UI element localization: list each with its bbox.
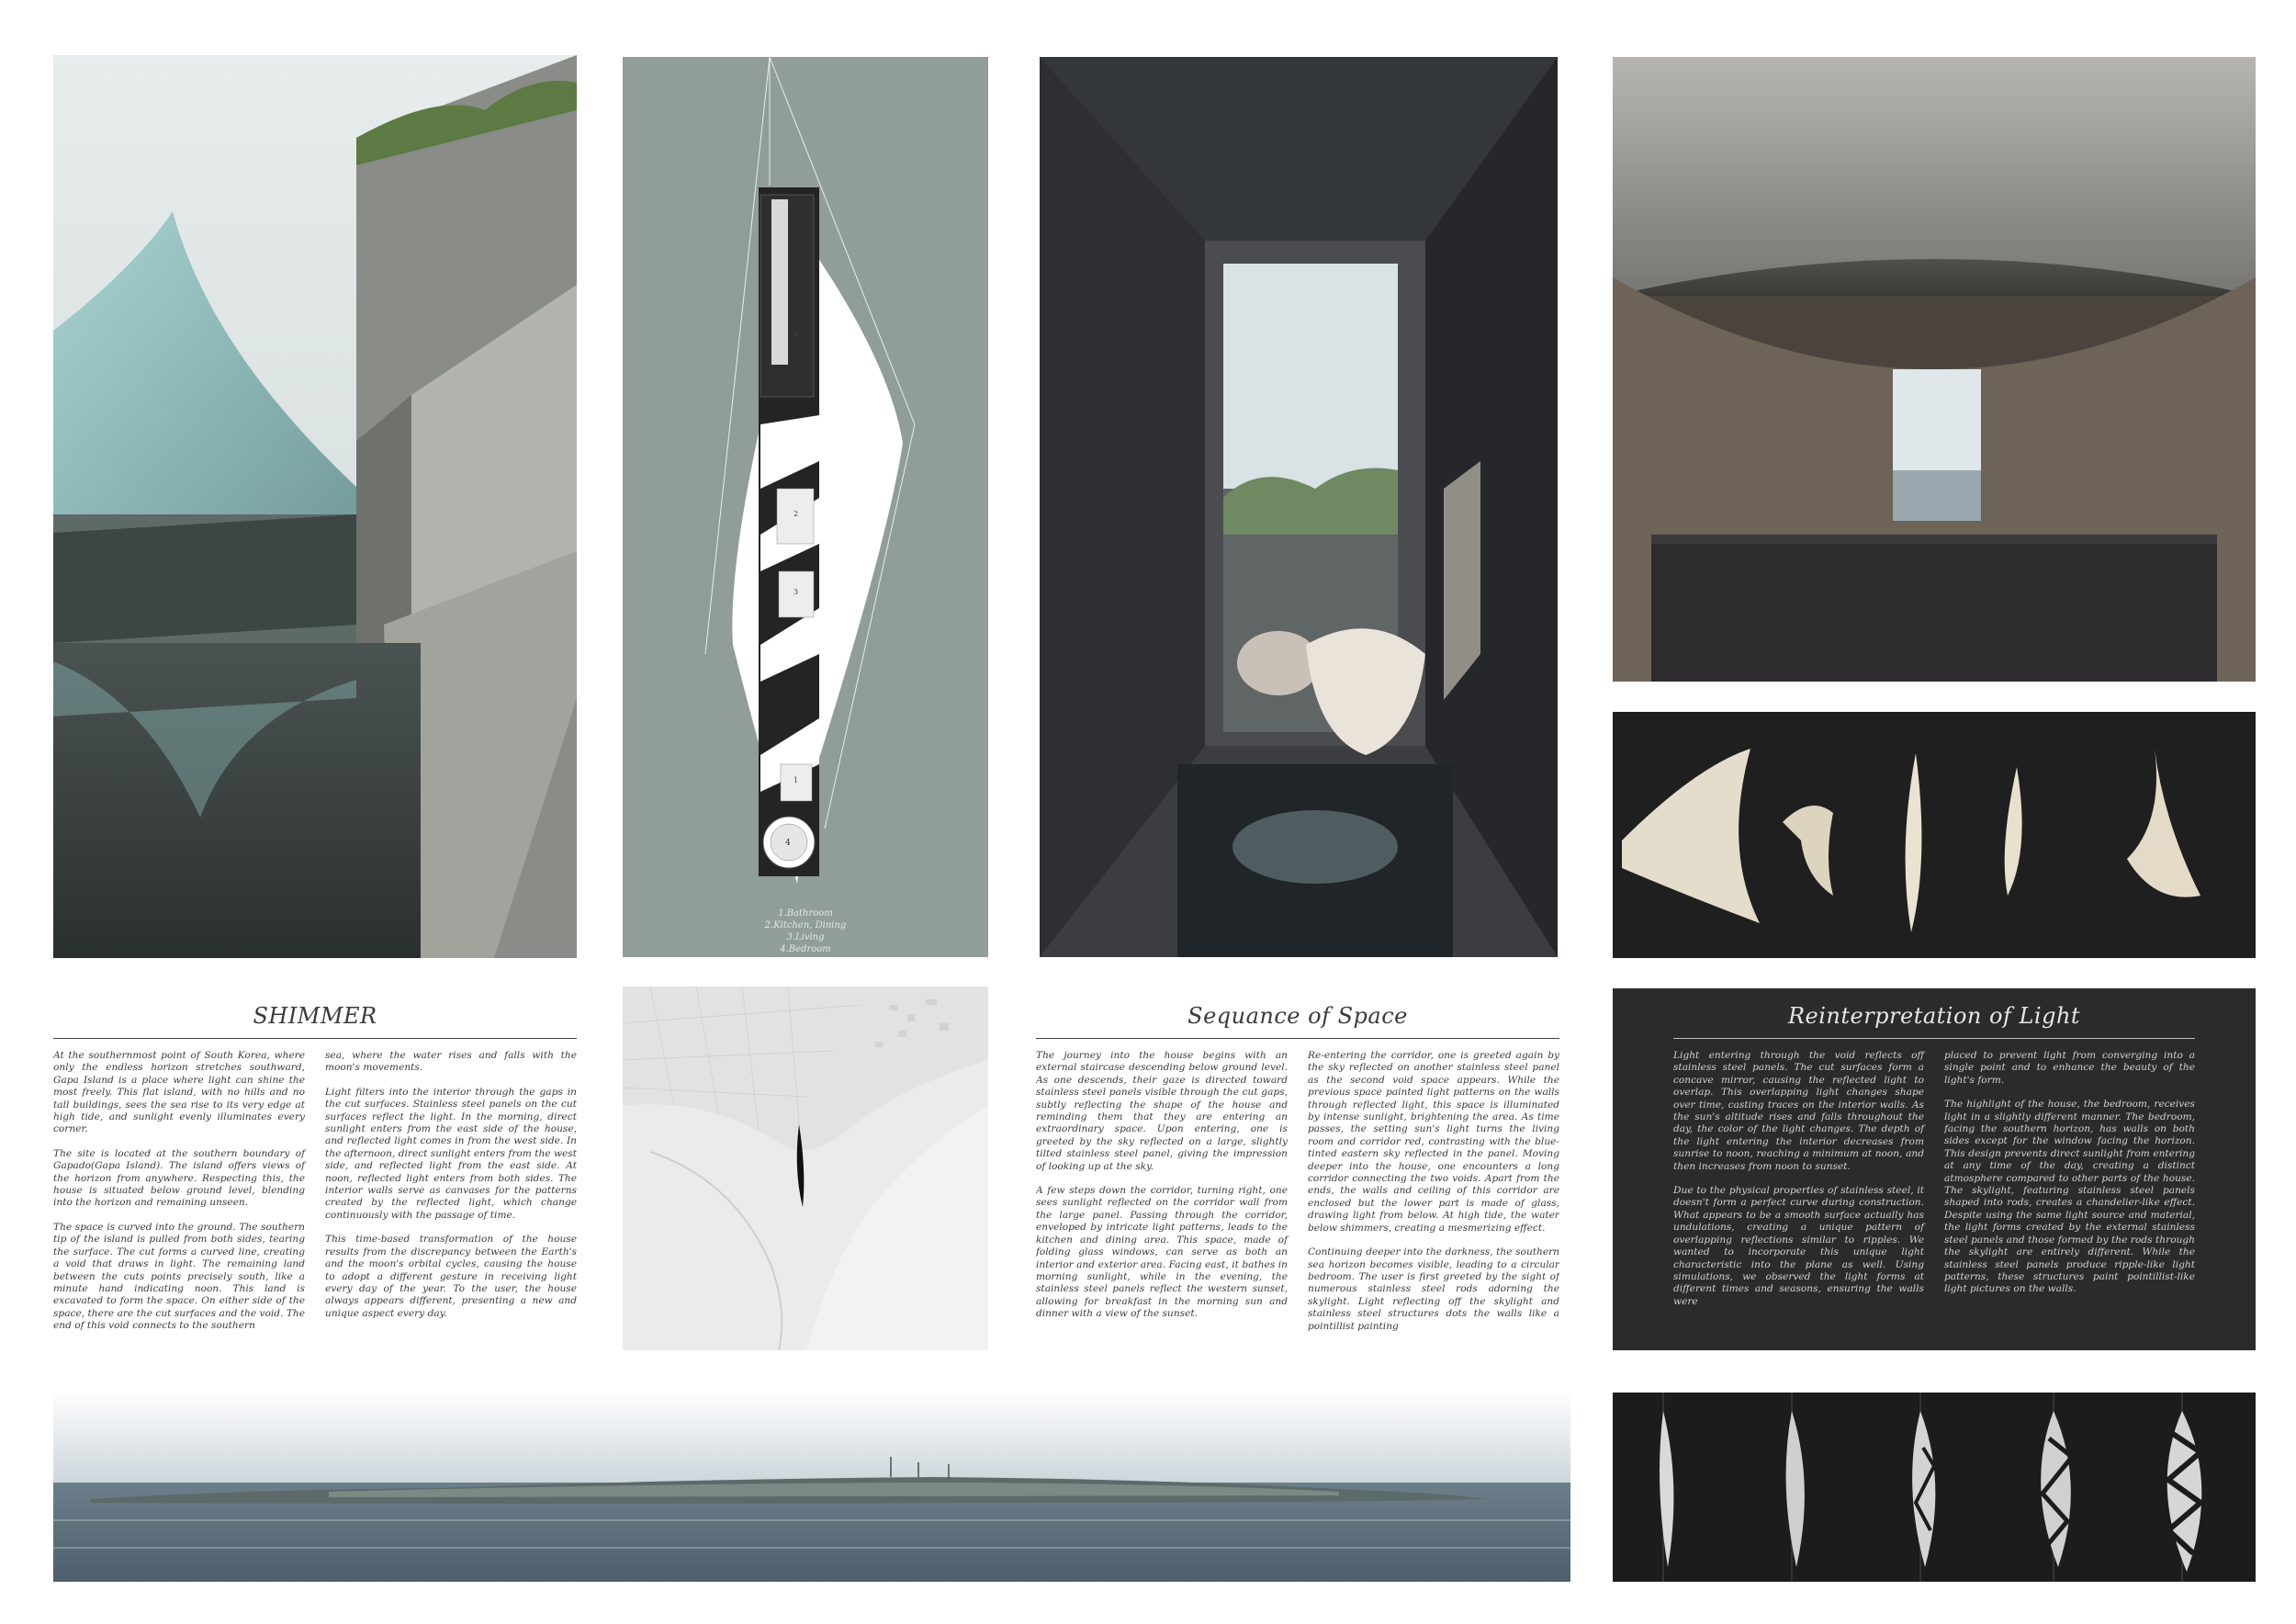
reinterpretation-paragraph: The highlight of the house, the bedroom, receives light in a slightly different manner. The bedroom, facing the southern horizon, has walls on both sides except for the window facing the horizon. This design prevents direct sunlight from entering at any time of the day, creating a distinct atmosphere compared to other parts of the house. The skylight, featuring stainless steel panels shaped into rods, creates a chandelier-like effect. Despite using the same light source and material, the light forms created by the external stainless steel panels and those formed by the rods through the skylight are entirely different. While the stainless steel panels produce ripple-like light patterns, these structures paint pointillist-like light pictures on the walls.: [1944, 1099, 2195, 1295]
bedroom-render: [1613, 57, 2256, 682]
room-number-bedroom: 4: [785, 839, 791, 848]
light-form-models: [1613, 712, 2256, 958]
corridor-render: [1040, 57, 1558, 957]
shimmer-section: [53, 990, 577, 1347]
shimmer-title: SHIMMER: [253, 1003, 377, 1029]
sequence-paragraph: Re-entering the corridor, one is greeted again by the sky reflected on another stainless steel panel as the second void space appears. While the previous space painted light patterns on the walls through reflected light, this space is illuminated by intense sunlight, brightening the area. As time passes, the setting sun's light turns the living room and corridor red, contrasting with the blue-tinted eastern sky reflected in the panel. Moving deeper into the house, one encounters a long corridor connecting the two voids. Apart from the ends, the walls and ceiling of this corridor are enclosed but the lower part is made of glass, drawing light from below. At high tide, the water below shimmers, creating a mesmerizing effect.: [1308, 1050, 1559, 1234]
exterior-render: [53, 55, 577, 958]
sequence-paragraph: Continuing deeper into the darkness, the southern sea horizon becomes visible, leading to a circular bedroom. The user is first greeted by the sight of numerous stainless steel rods adorning the skylight. Light reflecting off the skylight and stainless steel structures dots the walls like a pointillist painting: [1308, 1246, 1559, 1332]
shimmer-paragraph: Light filters into the interior through the gaps in the cut surfaces. Stainless steel panels on the cut surfaces reflect the light. In the morning, direct sunlight enters from the east side of the house, and reflected light comes in from the west side. In the afternoon, direct sunlight enters from the west side, and reflected light from the east side. At noon, reflected light enters from both sides. The interior walls serve as canvases for the patterns created by the reflected light, which change continuously with the passage of time.: [325, 1086, 577, 1221]
reinterpretation-title: Reinterpretation of Light: [1787, 1003, 2081, 1029]
legend-item-kitchen-dining: 2.Kitchen, Dining: [764, 920, 847, 930]
shimmer-column-1: [53, 1050, 305, 1345]
shimmer-paragraph: At the southernmost point of South Korea, where only the endless horizon stretches southward, Gapa Island is a place where light can shine the most freely. This flat island, with no hills and no tall buildings, sees the sea rise to its very edge at high tide, and sunlight evenly illuminates every corner.: [53, 1050, 305, 1135]
sequence-paragraph: A few steps down the corridor, turning right, one sees sunlight reflected on the corridor wall from the large panel. Passing through the corridor, enveloped by intricate light patterns, leads to the kitchen and dining area. This space, made of folding glass windows, can serve as both an interior and exterior area. Facing east, it bathes in morning sunlight, while in the evening, the stainless steel panels reflect the western sunset, allowing for breakfast in the morning sun and dinner with a view of the sunset.: [1036, 1185, 1288, 1320]
room-number-bathroom: 1: [793, 331, 799, 339]
legend-item-bathroom: 1.Bathroom: [778, 908, 833, 919]
legend-item-bedroom: 4.Bedroom: [780, 944, 831, 954]
site-plan: [623, 987, 988, 1350]
shimmer-paragraph: The space is curved into the ground. The southern tip of the island is pulled from both sides, tearing the surface. The cut forms a curved line, creating a void that draws in light. The remaining land between the cuts points precisely south, like a minute hand indicating noon. This land is excavated to form the space. On either side of the space, there are the cut surfaces and the void. The end of this void connects to the southern: [53, 1221, 305, 1332]
reinterpretation-paragraph: placed to prevent light from converging into a single point and to enhance the beauty of the light's form.: [1944, 1050, 2195, 1086]
reinterpretation-column-1: [1673, 1050, 1924, 1320]
shimmer-paragraph: The site is located at the southern boundary of Gapado(Gapa Island). The island offers views of the horizon from anywhere. Respecting this, the house is situated below ground level, blending into the horizon and remaining unseen.: [53, 1147, 305, 1209]
room-number-bathroom-2: 1: [793, 776, 799, 784]
shimmer-paragraph: This time-based transformation of the house results from the discrepancy between the Earth's and the moon's orbital cycles, causing the house to adopt a different gesture in receiving light every day of the year. To the user, the house always appears different, presenting a new and unique aspect every day.: [325, 1234, 577, 1319]
reinterpretation-paragraph: Due to the physical properties of stainless steel, it doesn't form a perfect curve during construction. What appears to be a smooth surface actually has undulations, creating a unique pattern of overlapping reflections similar to ripples. We wanted to incorporate this unique light characteristic into the plane as well. Using simulations, we observed the light forms at different times and seasons, ensuring the walls were: [1673, 1185, 1924, 1307]
rod-models: [1613, 1393, 2256, 1582]
island-panorama: [53, 1391, 1570, 1582]
shimmer-column-2: [325, 1050, 577, 1345]
reinterpretation-divider: [1673, 1038, 2195, 1039]
sequence-column-2: [1308, 1050, 1559, 1345]
reinterpretation-section: [1613, 988, 2256, 1350]
sequence-section: [1036, 990, 1559, 1347]
legend-item-living: 3.Living: [786, 932, 825, 942]
shimmer-paragraph: sea, where the water rises and falls with the moon's movements.: [325, 1050, 577, 1074]
sequence-title: Sequance of Space: [1187, 1003, 1408, 1029]
reinterpretation-column-2: [1944, 1050, 2195, 1320]
plan-legend: [623, 908, 988, 955]
room-number-kitchen: 2: [793, 510, 799, 518]
sequence-column-1: [1036, 1050, 1288, 1345]
shimmer-divider: [53, 1038, 577, 1039]
sequence-divider: [1036, 1038, 1559, 1039]
reinterpretation-paragraph: Light entering through the void reflects off stainless steel panels. The cut surfaces form a concave mirror, causing the reflected light to overlap. This overlapping light changes shape over time, casting traces on the interior walls. As the sun's altitude rises and falls throughout the day, the color of the light changes. The depth of the light entering the interior decreases from sunrise to noon, reaching a minimum at noon, and then increases from noon to sunset.: [1673, 1050, 1924, 1172]
sequence-paragraph: The journey into the house begins with an external staircase descending below ground level. As one descends, their gaze is directed toward stainless steel panels visible through the cut gaps, subtly reflecting the shape of the house and reminding them that they are entering an extraordinary space. Upon entering, one is greeted by the sky reflected on a large, slightly tilted stainless steel panel, giving the impression of looking up at the sky.: [1036, 1050, 1288, 1172]
floor-plan: [623, 57, 988, 957]
room-number-living: 3: [793, 588, 799, 596]
